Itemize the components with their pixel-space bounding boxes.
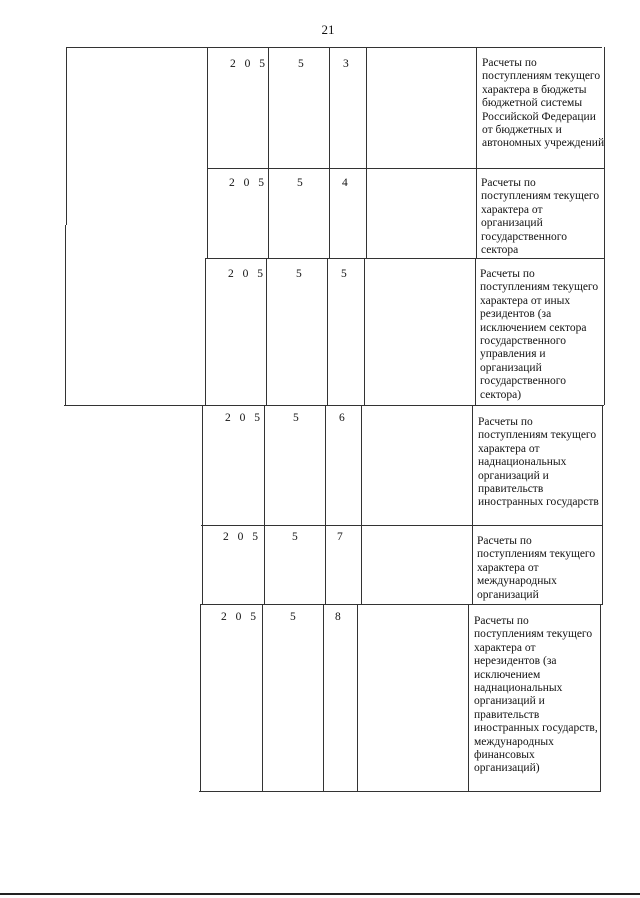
col-border-right (604, 258, 605, 405)
page-number: 21 (321, 22, 335, 37)
cell-item: 3 (343, 58, 349, 70)
cell-description: Расчеты по поступлениям текущего характера от международных организаций (477, 535, 596, 601)
cell-code: 2 0 5 (225, 412, 263, 424)
cell-code: 2 0 5 (228, 268, 266, 280)
cell-group: 5 (290, 611, 296, 623)
row-divider (205, 258, 605, 259)
cell-code: 2 0 5 (221, 611, 259, 623)
col-border (475, 258, 476, 405)
row-divider (201, 525, 603, 526)
col-border (266, 258, 267, 405)
cell-description: Расчеты по поступлениям текущего характера в бюджеты бюджетной системы Российской Федерации от бюджетных и автономных учреждений (482, 57, 605, 150)
col-border (366, 47, 367, 258)
scan-bottom-edge (0, 893, 640, 895)
cell-description: Расчеты по поступлениям текущего характера от наднациональных организаций и правительств иностранных государств (478, 416, 599, 509)
col-border (468, 604, 469, 791)
col-border (476, 47, 477, 258)
cell-item: 7 (337, 531, 343, 543)
cell-code: 2 0 5 (229, 177, 267, 189)
col-border (205, 258, 206, 405)
cell-group: 5 (298, 58, 304, 70)
cell-group: 5 (296, 268, 302, 280)
col-border (357, 604, 358, 791)
col-border-left (66, 47, 67, 225)
row-divider (200, 604, 602, 605)
row-divider (64, 405, 604, 406)
col-border (361, 405, 362, 605)
col-border (262, 604, 263, 791)
cell-code: 2 0 5 (230, 58, 268, 70)
row-divider (207, 168, 604, 169)
cell-item: 8 (335, 611, 341, 623)
col-border (268, 47, 269, 258)
table-top-border (66, 47, 602, 48)
table-bottom-border (199, 791, 601, 792)
col-border (207, 47, 208, 258)
col-border (264, 405, 265, 605)
cell-group: 5 (297, 177, 303, 189)
col-border (325, 405, 326, 605)
col-border (200, 604, 201, 791)
cell-code: 2 0 5 (223, 531, 261, 543)
cell-description: Расчеты по поступлениям текущего характера от нерезидентов (за исключением наднациональных организаций и правительств иностранных государств, международных финансовых организаций) (474, 615, 598, 775)
cell-description: Расчеты по поступлениям текущего характера от организаций государственного сектора (481, 177, 600, 257)
cell-item: 5 (341, 268, 347, 280)
col-border (472, 405, 473, 605)
cell-item: 4 (342, 177, 348, 189)
col-border (327, 258, 328, 405)
col-border (202, 405, 203, 605)
col-border-left (65, 225, 66, 405)
col-border (329, 47, 330, 258)
cell-description: Расчеты по поступлениям текущего характера от иных резидентов (за исключением сектора государственного управления и организаций государственного сектора) (480, 268, 599, 401)
cell-group: 5 (293, 412, 299, 424)
cell-item: 6 (339, 412, 345, 424)
col-border-right (602, 405, 603, 605)
col-border (364, 258, 365, 405)
col-border-right (600, 604, 601, 791)
col-border (323, 604, 324, 791)
cell-group: 5 (292, 531, 298, 543)
